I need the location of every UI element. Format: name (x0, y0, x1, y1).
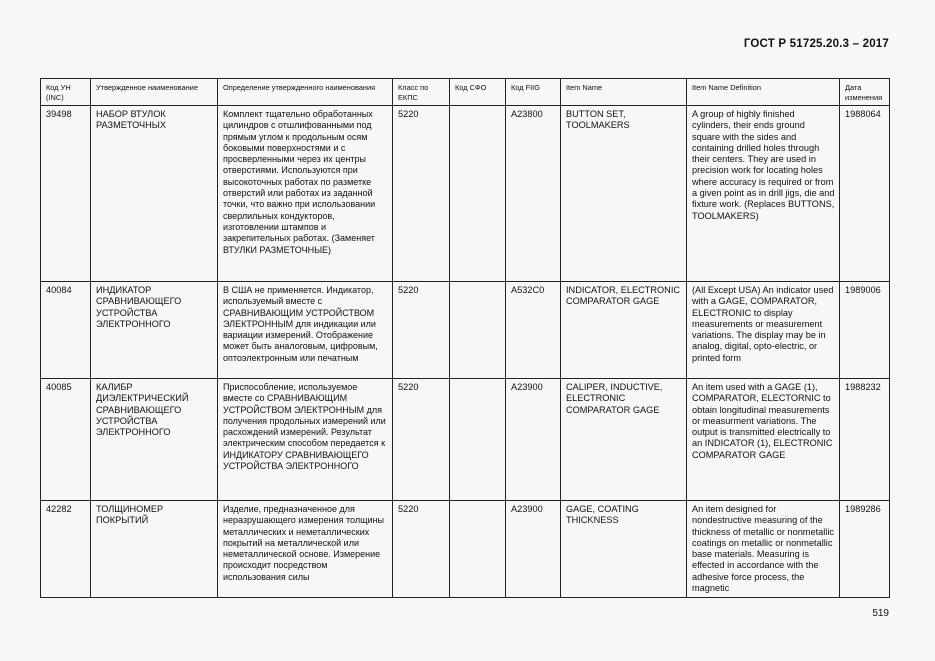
table-row (41, 282, 890, 379)
cell-inc: 42282 (41, 501, 91, 598)
cell-item-name: INDICATOR, ELECTRONIC COMPARATOR GAGE (561, 282, 687, 379)
cell-change-date: 1989006 (840, 282, 890, 379)
cell-item-name-definition: An item designed for nondestructive measuring of the thickness of metallic or nonmetallic coatings on metallic or nonmetallic base materials. Measuring is effected in accordance with the adhesive force process, the magnetic (687, 501, 840, 598)
cell-ekps-class: 5220 (393, 282, 450, 379)
column-header-item-name: Item Name (561, 79, 687, 106)
column-header-fiig-code: Код FIIG (506, 79, 561, 106)
cell-inc: 40084 (41, 282, 91, 379)
cell-fiig-code: A23900 (506, 501, 561, 598)
column-header-sfo-code: Код СФО (450, 79, 506, 106)
cell-item-name-definition: A group of highly finished cylinders, their ends ground square with the sides and containing drilled holes through their centers. They are used in precision work for locating holes where accuracy is required or from a given point as in drill jigs, die and fixture work. (Replaces BUTTONS, TOOLMAKERS) (687, 106, 840, 282)
cell-change-date: 1988232 (840, 379, 890, 501)
cell-approved-name: КАЛИБР ДИЭЛЕКТРИЧЕСКИЙ СРАВНИВАЮЩЕГО УСТРОЙСТВА ЭЛЕКТРОННОГО (91, 379, 218, 501)
cell-inc: 39498 (41, 106, 91, 282)
cell-sfo-code (450, 501, 506, 598)
cell-fiig-code: A532C0 (506, 282, 561, 379)
cell-approved-definition: В США не применяется. Индикатор, используемый вместе с СРАВНИВАЮЩИМ УСТРОЙСТВОМ ЭЛЕКТРОННЫМ для индикации или вариации измерений. Отображение может быть аналоговым, цифровым, оптоэлектронным или печатным (218, 282, 393, 379)
cell-item-name: BUTTON SET, TOOLMAKERS (561, 106, 687, 282)
codification-table (40, 78, 890, 598)
table-header-row (41, 79, 890, 106)
column-header-item-name-definition: Item Name Definition (687, 79, 840, 106)
column-header-change-date: Дата изменения (840, 79, 890, 106)
cell-sfo-code (450, 282, 506, 379)
column-header-ekps-class: Класс по ЕКПС (393, 79, 450, 106)
cell-approved-name: НАБОР ВТУЛОК РАЗМЕТОЧНЫХ (91, 106, 218, 282)
cell-sfo-code (450, 379, 506, 501)
column-header-approved-name: Утвержденное наименование (91, 79, 218, 106)
cell-approved-definition: Приспособление, используемое вместе со СРАВНИВАЮЩИМ УСТРОЙСТВОМ ЭЛЕКТРОННЫМ для получения продольных измерений или расхождений измерений. Результат электрическим способом передается к ИНДИКАТОРУ СРАВНИВАЮЩЕГО УСТРОЙСТВА ЭЛЕКТРОННОГО (218, 379, 393, 501)
cell-change-date: 1989286 (840, 501, 890, 598)
cell-approved-name: ИНДИКАТОР СРАВНИВАЮЩЕГО УСТРОЙСТВА ЭЛЕКТРОННОГО (91, 282, 218, 379)
cell-change-date: 1988064 (840, 106, 890, 282)
table-row (41, 379, 890, 501)
cell-item-name: CALIPER, INDUCTIVE, ELECTRONIC COMPARATOR GAGE (561, 379, 687, 501)
document-standard-header: ГОСТ Р 51725.20.3 – 2017 (743, 38, 889, 50)
column-header-approved-definition: Определение утвержденного наименования (218, 79, 393, 106)
cell-approved-definition: Изделие, предназначенное для неразрушающего измерения толщины металлических и неметаллических покрытий на металлической или неметаллической основе. Измерение происходит посредством использования силы (218, 501, 393, 598)
table-row (41, 106, 890, 282)
cell-ekps-class: 5220 (393, 106, 450, 282)
cell-approved-definition: Комплект тщательно обработанных цилиндров с отшлифованными под прямым углом к продольным осям боковыми поверхностями и с просверленными через их центры отверстиями. Используются при высокоточных работах по разметке отверстий или работах из заданной точки, что важно при использовании сверлильных кондукторов, изготовлении штампов и закрепительных работах. (Заменяет ВТУЛКИ РАЗМЕТОЧНЫЕ) (218, 106, 393, 282)
table-row (41, 501, 890, 598)
cell-item-name: GAGE, COATING THICKNESS (561, 501, 687, 598)
cell-item-name-definition: (All Except USA) An indicator used with a GAGE, COMPARATOR, ELECTRONIC to display measurements or measurement variations. The display may be in analog, digital, opto-electric, or printed form (687, 282, 840, 379)
cell-item-name-definition: An item used with a GAGE (1), COMPARATOR, ELECTORNIC to obtain longitudinal measurements or measurment variations. The output is transmitted electrically to an INDICATOR (1), ELECTRONIC COMPARATOR GAGE (687, 379, 840, 501)
cell-ekps-class: 5220 (393, 379, 450, 501)
cell-ekps-class: 5220 (393, 501, 450, 598)
cell-sfo-code (450, 106, 506, 282)
column-header-inc: Код УН (INC) (41, 79, 91, 106)
page-number: 519 (872, 608, 889, 619)
cell-fiig-code: A23900 (506, 379, 561, 501)
cell-inc: 40085 (41, 379, 91, 501)
cell-approved-name: ТОЛЩИНОМЕР ПОКРЫТИЙ (91, 501, 218, 598)
cell-fiig-code: A23800 (506, 106, 561, 282)
